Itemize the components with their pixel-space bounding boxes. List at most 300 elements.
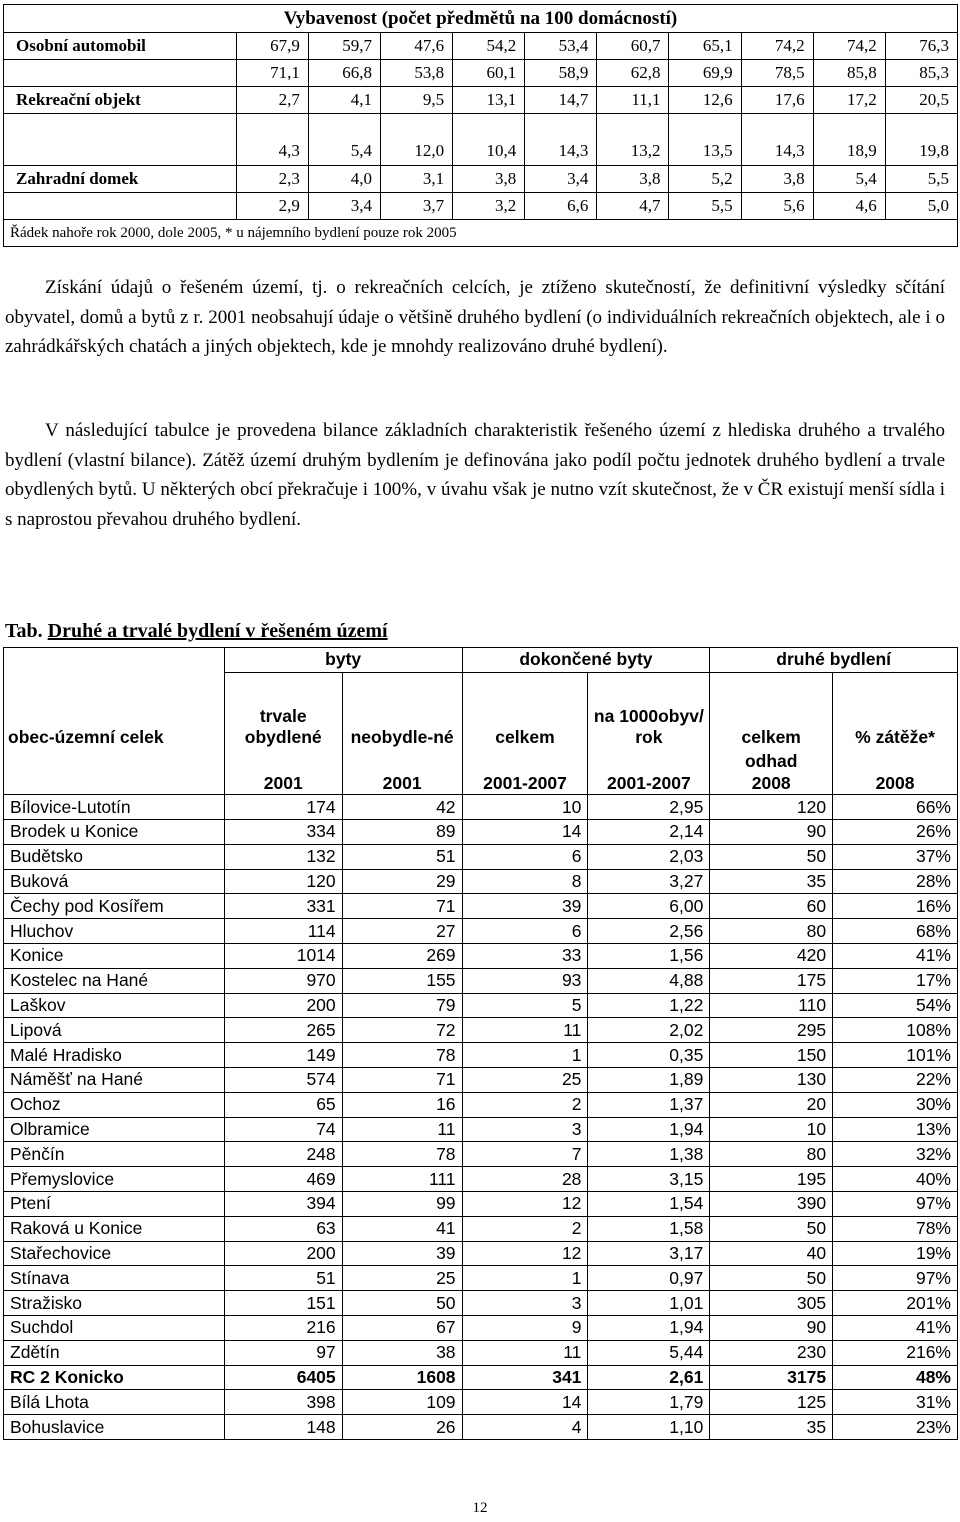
municipality-name: Zdětín xyxy=(4,1340,225,1365)
municipality-name: Stařechovice xyxy=(4,1241,225,1266)
equipment-cell: 12,0 xyxy=(381,114,453,166)
table-cell: 331 xyxy=(224,894,342,919)
table-cell: 110 xyxy=(710,993,833,1018)
table-cell: 4 xyxy=(462,1415,588,1440)
table-cell: 5,44 xyxy=(588,1340,710,1365)
table-cell: 398 xyxy=(224,1390,342,1415)
equipment-row-label xyxy=(4,60,237,87)
table-cell: 16% xyxy=(833,894,958,919)
table-cell: 1014 xyxy=(224,944,342,969)
equipment-cell: 76,3 xyxy=(885,33,957,60)
equipment-cell: 85,3 xyxy=(885,60,957,87)
municipality-name: Suchdol xyxy=(4,1316,225,1341)
equipment-cell: 5,5 xyxy=(669,193,741,220)
municipality-name: Pěnčín xyxy=(4,1142,225,1167)
equipment-cell: 13,5 xyxy=(669,114,741,166)
municipality-name: Brodek u Konice xyxy=(4,820,225,845)
table-cell: 19% xyxy=(833,1241,958,1266)
municipality-name: Bílá Lhota xyxy=(4,1390,225,1415)
table-cell: 150 xyxy=(710,1043,833,1068)
table-row xyxy=(4,1117,958,1142)
municipality-name: RC 2 Konicko xyxy=(4,1365,225,1390)
table-cell: 175 xyxy=(710,968,833,993)
equipment-cell: 2,7 xyxy=(236,87,308,114)
table-cell: 3,15 xyxy=(588,1167,710,1192)
equipment-note: Řádek nahoře rok 2000, dole 2005, * u nájemního bydlení pouze rok 2005 xyxy=(4,220,958,247)
table-cell: 12 xyxy=(462,1192,588,1217)
table-cell: 2,56 xyxy=(588,919,710,944)
table-cell: 574 xyxy=(224,1068,342,1093)
table-cell: 970 xyxy=(224,968,342,993)
table-cell: 54% xyxy=(833,993,958,1018)
table-cell: 30% xyxy=(833,1092,958,1117)
table-cell: 8 xyxy=(462,869,588,894)
table-cell: 149 xyxy=(224,1043,342,1068)
table-cell: 51 xyxy=(224,1266,342,1291)
table-row xyxy=(4,1365,958,1390)
table-cell: 200 xyxy=(224,1241,342,1266)
table-cell: 51 xyxy=(342,844,462,869)
equipment-cell: 78,5 xyxy=(741,60,813,87)
table-cell: 63 xyxy=(224,1216,342,1241)
table-cell: 1,38 xyxy=(588,1142,710,1167)
header-year-na-1000: 2001-2007 xyxy=(588,748,710,795)
municipality-name: Přemyslovice xyxy=(4,1167,225,1192)
table-row xyxy=(4,1216,958,1241)
table-cell: 111 xyxy=(342,1167,462,1192)
table-cell: 1,58 xyxy=(588,1216,710,1241)
equipment-cell: 4,6 xyxy=(813,193,885,220)
table-cell: 1,94 xyxy=(588,1316,710,1341)
table-cell: 93 xyxy=(462,968,588,993)
table-cell: 16 xyxy=(342,1092,462,1117)
municipality-name: Budětsko xyxy=(4,844,225,869)
equipment-cell: 19,8 xyxy=(885,114,957,166)
table-row xyxy=(4,1316,958,1341)
municipality-name: Bohuslavice xyxy=(4,1415,225,1440)
table-cell: 469 xyxy=(224,1167,342,1192)
table-cell: 1,37 xyxy=(588,1092,710,1117)
table-cell: 1,89 xyxy=(588,1068,710,1093)
table-cell: 10 xyxy=(710,1117,833,1142)
table-cell: 20 xyxy=(710,1092,833,1117)
equipment-cell: 3,7 xyxy=(381,193,453,220)
table-cell: 3,27 xyxy=(588,869,710,894)
equipment-cell: 3,8 xyxy=(741,166,813,193)
table-cell: 35 xyxy=(710,869,833,894)
header-year-zateze: 2008 xyxy=(833,748,958,795)
table-cell: 108% xyxy=(833,1018,958,1043)
header-empty-bottom xyxy=(4,748,225,795)
equipment-cell: 12,6 xyxy=(669,87,741,114)
equipment-cell: 11,1 xyxy=(597,87,669,114)
table-cell: 148 xyxy=(224,1415,342,1440)
equipment-cell: 3,2 xyxy=(453,193,525,220)
table-cell: 3 xyxy=(462,1291,588,1316)
table-row xyxy=(4,1340,958,1365)
equipment-cell: 3,4 xyxy=(525,166,597,193)
equipment-row-label xyxy=(4,114,237,166)
header-druhe-bydleni: druhé bydlení xyxy=(710,648,958,673)
table-cell: 60 xyxy=(710,894,833,919)
municipality-name: Laškov xyxy=(4,993,225,1018)
table-cell: 97 xyxy=(224,1340,342,1365)
table-row xyxy=(4,820,958,845)
table-row xyxy=(4,919,958,944)
table-cell: 2 xyxy=(462,1216,588,1241)
table-cell: 9 xyxy=(462,1316,588,1341)
equipment-row-label: Osobní automobil xyxy=(4,33,237,60)
table-cell: 23% xyxy=(833,1415,958,1440)
table-cell: 390 xyxy=(710,1192,833,1217)
housing-table xyxy=(3,647,958,1440)
table-row xyxy=(4,1068,958,1093)
table-cell: 65 xyxy=(224,1092,342,1117)
equipment-row-label xyxy=(4,193,237,220)
table-cell: 1 xyxy=(462,1043,588,1068)
municipality-name: Stražisko xyxy=(4,1291,225,1316)
table-cell: 155 xyxy=(342,968,462,993)
equipment-row xyxy=(4,60,958,87)
header-zateze: % zátěže* xyxy=(833,672,958,748)
table-row xyxy=(4,795,958,820)
paragraph-data-acquisition: Získání údajů o řešeném území, tj. o rekreačních celcích, je ztíženo skutečností, že definitivní výsledky sčítání obyvatel, domů a bytů z r. 2001 neobsahují údaje o většině druhého bydlení (o individuálních rekreačních objektech, ale i o zahrádkářských chatách a jiných objektech, kde je mnohdy realizováno druhé bydlení). xyxy=(5,277,945,357)
table-caption: Tab. Druhé a trvalé bydlení v řešeném území xyxy=(5,620,388,642)
paragraph-balance: V následující tabulce je provedena bilance základních charakteristik řešeného území z hlediska druhého a trvalého bydlení (vlastní bilance). Zátěž území druhým bydlením je definována jako podíl počtu jednotek druhého bydlení a trvale obydlených bytů. U některých obcí překračuje i 100%, v úvahu však je nutno vzít skutečnost, že v ČR existují menší sídla i s naprostou převahou druhého bydlení. xyxy=(5,420,945,530)
equipment-cell: 5,4 xyxy=(813,166,885,193)
table-cell: 31% xyxy=(833,1390,958,1415)
table-cell: 39 xyxy=(342,1241,462,1266)
table-cell: 50 xyxy=(342,1291,462,1316)
equipment-cell: 18,9 xyxy=(813,114,885,166)
equipment-table xyxy=(3,4,958,247)
equipment-cell: 5,2 xyxy=(669,166,741,193)
table-cell: 174 xyxy=(224,795,342,820)
equipment-cell: 9,5 xyxy=(381,87,453,114)
table-cell: 41% xyxy=(833,1316,958,1341)
table-cell: 74 xyxy=(224,1117,342,1142)
equipment-cell: 66,8 xyxy=(308,60,380,87)
table-cell: 0,35 xyxy=(588,1043,710,1068)
municipality-name: Kostelec na Hané xyxy=(4,968,225,993)
table-cell: 37% xyxy=(833,844,958,869)
table-cell: 50 xyxy=(710,844,833,869)
table-cell: 2,95 xyxy=(588,795,710,820)
equipment-cell: 2,9 xyxy=(236,193,308,220)
equipment-cell: 74,2 xyxy=(813,33,885,60)
table-cell: 78% xyxy=(833,1216,958,1241)
municipality-name: Olbramice xyxy=(4,1117,225,1142)
equipment-cell: 65,1 xyxy=(669,33,741,60)
table-cell: 1,01 xyxy=(588,1291,710,1316)
table-cell: 200 xyxy=(224,993,342,1018)
table-row xyxy=(4,1291,958,1316)
table-cell: 80 xyxy=(710,1142,833,1167)
table-row xyxy=(4,1018,958,1043)
table-cell: 66% xyxy=(833,795,958,820)
equipment-cell: 17,2 xyxy=(813,87,885,114)
header-celkem-dokoncene: celkem xyxy=(462,672,588,748)
header-celkem-druhe: celkem xyxy=(710,672,833,748)
table-row xyxy=(4,968,958,993)
table-cell: 33 xyxy=(462,944,588,969)
table-cell: 97% xyxy=(833,1266,958,1291)
equipment-row xyxy=(4,193,958,220)
table-cell: 248 xyxy=(224,1142,342,1167)
table-cell: 68% xyxy=(833,919,958,944)
equipment-cell: 60,7 xyxy=(597,33,669,60)
equipment-cell: 13,2 xyxy=(597,114,669,166)
table-cell: 99 xyxy=(342,1192,462,1217)
table-cell: 14 xyxy=(462,820,588,845)
header-neobydlene: neobydle-né xyxy=(342,672,462,748)
table-cell: 1,79 xyxy=(588,1390,710,1415)
equipment-cell: 58,9 xyxy=(525,60,597,87)
equipment-cell: 74,2 xyxy=(741,33,813,60)
municipality-name: Stínava xyxy=(4,1266,225,1291)
table-cell: 10 xyxy=(462,795,588,820)
equipment-cell: 4,0 xyxy=(308,166,380,193)
table-cell: 40% xyxy=(833,1167,958,1192)
table-cell: 3 xyxy=(462,1117,588,1142)
table-cell: 109 xyxy=(342,1390,462,1415)
header-obec: obec-územní celek xyxy=(4,672,225,748)
table-cell: 6 xyxy=(462,844,588,869)
table-cell: 4,88 xyxy=(588,968,710,993)
table-cell: 29 xyxy=(342,869,462,894)
table-cell: 48% xyxy=(833,1365,958,1390)
header-dokoncene-byty: dokončené byty xyxy=(462,648,710,673)
equipment-cell: 4,7 xyxy=(597,193,669,220)
table-cell: 1,10 xyxy=(588,1415,710,1440)
equipment-cell: 3,4 xyxy=(308,193,380,220)
equipment-cell: 59,7 xyxy=(308,33,380,60)
header-year-trvale: 2001 xyxy=(224,748,342,795)
header-year-neobydlene: 2001 xyxy=(342,748,462,795)
equipment-row xyxy=(4,87,958,114)
table-cell: 17% xyxy=(833,968,958,993)
table-cell: 22% xyxy=(833,1068,958,1093)
equipment-cell: 85,8 xyxy=(813,60,885,87)
table-cell: 50 xyxy=(710,1216,833,1241)
equipment-row-label: Zahradní domek xyxy=(4,166,237,193)
table-row xyxy=(4,1266,958,1291)
equipment-cell: 67,9 xyxy=(236,33,308,60)
table-cell: 2,61 xyxy=(588,1365,710,1390)
table-cell: 2,03 xyxy=(588,844,710,869)
equipment-cell: 17,6 xyxy=(741,87,813,114)
table-row xyxy=(4,1092,958,1117)
header-na-1000: na 1000obyv/ rok xyxy=(588,672,710,748)
table-cell: 125 xyxy=(710,1390,833,1415)
table-cell: 72 xyxy=(342,1018,462,1043)
table-cell: 265 xyxy=(224,1018,342,1043)
table-cell: 6 xyxy=(462,919,588,944)
table-cell: 101% xyxy=(833,1043,958,1068)
municipality-name: Buková xyxy=(4,869,225,894)
table-cell: 41 xyxy=(342,1216,462,1241)
equipment-cell: 2,3 xyxy=(236,166,308,193)
table-cell: 1,54 xyxy=(588,1192,710,1217)
table-cell: 67 xyxy=(342,1316,462,1341)
equipment-cell: 3,1 xyxy=(381,166,453,193)
table-cell: 11 xyxy=(462,1340,588,1365)
municipality-name: Bílovice-Lutotín xyxy=(4,795,225,820)
equipment-cell: 5,4 xyxy=(308,114,380,166)
equipment-cell: 6,6 xyxy=(525,193,597,220)
page-number: 12 xyxy=(472,1500,488,1516)
table-cell: 3,17 xyxy=(588,1241,710,1266)
table-row xyxy=(4,1192,958,1217)
table-cell: 11 xyxy=(342,1117,462,1142)
table-cell: 120 xyxy=(224,869,342,894)
table-cell: 11 xyxy=(462,1018,588,1043)
equipment-cell: 53,4 xyxy=(525,33,597,60)
table-cell: 32% xyxy=(833,1142,958,1167)
equipment-cell: 47,6 xyxy=(381,33,453,60)
header-trvale: trvale obydlené xyxy=(224,672,342,748)
municipality-name: Lipová xyxy=(4,1018,225,1043)
table-cell: 5 xyxy=(462,993,588,1018)
table-cell: 1608 xyxy=(342,1365,462,1390)
table-cell: 90 xyxy=(710,820,833,845)
equipment-cell: 10,4 xyxy=(453,114,525,166)
equipment-cell: 3,8 xyxy=(597,166,669,193)
table-cell: 41% xyxy=(833,944,958,969)
equipment-cell: 4,3 xyxy=(236,114,308,166)
table-cell: 132 xyxy=(224,844,342,869)
municipality-name: Ochoz xyxy=(4,1092,225,1117)
table-cell: 71 xyxy=(342,894,462,919)
table-cell: 2,14 xyxy=(588,820,710,845)
table-cell: 341 xyxy=(462,1365,588,1390)
equipment-row-label: Rekreační objekt xyxy=(4,87,237,114)
municipality-name: Hluchov xyxy=(4,919,225,944)
table-cell: 1 xyxy=(462,1266,588,1291)
equipment-row xyxy=(4,33,958,60)
table-cell: 201% xyxy=(833,1291,958,1316)
table-cell: 1,56 xyxy=(588,944,710,969)
equipment-cell: 13,1 xyxy=(453,87,525,114)
table-cell: 89 xyxy=(342,820,462,845)
table-cell: 38 xyxy=(342,1340,462,1365)
table-cell: 230 xyxy=(710,1340,833,1365)
equipment-cell: 5,5 xyxy=(885,166,957,193)
table-cell: 1,22 xyxy=(588,993,710,1018)
municipality-name: Náměšť na Hané xyxy=(4,1068,225,1093)
table-cell: 26% xyxy=(833,820,958,845)
table-cell: 120 xyxy=(710,795,833,820)
table-row xyxy=(4,1241,958,1266)
table-row xyxy=(4,844,958,869)
equipment-cell: 5,6 xyxy=(741,193,813,220)
equipment-row xyxy=(4,166,958,193)
equipment-cell: 20,5 xyxy=(885,87,957,114)
table-cell: 42 xyxy=(342,795,462,820)
table-cell: 90 xyxy=(710,1316,833,1341)
table-cell: 25 xyxy=(342,1266,462,1291)
table-cell: 25 xyxy=(462,1068,588,1093)
table-cell: 13% xyxy=(833,1117,958,1142)
table-cell: 151 xyxy=(224,1291,342,1316)
table-cell: 130 xyxy=(710,1068,833,1093)
equipment-cell: 4,1 xyxy=(308,87,380,114)
municipality-name: Konice xyxy=(4,944,225,969)
table-cell: 6405 xyxy=(224,1365,342,1390)
header-empty xyxy=(4,648,225,673)
table-row xyxy=(4,993,958,1018)
table-row xyxy=(4,869,958,894)
equipment-cell: 5,0 xyxy=(885,193,957,220)
table-cell: 216% xyxy=(833,1340,958,1365)
table-cell: 12 xyxy=(462,1241,588,1266)
table-row xyxy=(4,1043,958,1068)
table-row xyxy=(4,1167,958,1192)
municipality-name: Čechy pod Kosířem xyxy=(4,894,225,919)
table-cell: 28 xyxy=(462,1167,588,1192)
municipality-name: Ptení xyxy=(4,1192,225,1217)
table-cell: 50 xyxy=(710,1266,833,1291)
table-cell: 7 xyxy=(462,1142,588,1167)
table-cell: 14 xyxy=(462,1390,588,1415)
table-cell: 3175 xyxy=(710,1365,833,1390)
table-cell: 2 xyxy=(462,1092,588,1117)
table-row xyxy=(4,1415,958,1440)
table-cell: 295 xyxy=(710,1018,833,1043)
table-cell: 97% xyxy=(833,1192,958,1217)
equipment-cell: 71,1 xyxy=(236,60,308,87)
equipment-cell: 54,2 xyxy=(453,33,525,60)
table-cell: 39 xyxy=(462,894,588,919)
equipment-cell: 14,3 xyxy=(741,114,813,166)
equipment-cell: 62,8 xyxy=(597,60,669,87)
table-cell: 80 xyxy=(710,919,833,944)
table-cell: 78 xyxy=(342,1043,462,1068)
equipment-cell: 60,1 xyxy=(453,60,525,87)
equipment-cell: 53,8 xyxy=(381,60,453,87)
equipment-cell: 69,9 xyxy=(669,60,741,87)
table-cell: 420 xyxy=(710,944,833,969)
table-cell: 2,02 xyxy=(588,1018,710,1043)
table-cell: 305 xyxy=(710,1291,833,1316)
table-cell: 394 xyxy=(224,1192,342,1217)
table-cell: 27 xyxy=(342,919,462,944)
table-cell: 195 xyxy=(710,1167,833,1192)
table-cell: 216 xyxy=(224,1316,342,1341)
table-row xyxy=(4,1142,958,1167)
header-odhad-2008: odhad 2008 xyxy=(710,748,833,795)
equipment-cell: 3,8 xyxy=(453,166,525,193)
table-cell: 1,94 xyxy=(588,1117,710,1142)
table-cell: 28% xyxy=(833,869,958,894)
table-row xyxy=(4,1390,958,1415)
table-row xyxy=(4,894,958,919)
equipment-cell: 14,3 xyxy=(525,114,597,166)
table-cell: 6,00 xyxy=(588,894,710,919)
table-cell: 114 xyxy=(224,919,342,944)
header-byty: byty xyxy=(224,648,462,673)
table-cell: 26 xyxy=(342,1415,462,1440)
table-cell: 78 xyxy=(342,1142,462,1167)
table-cell: 71 xyxy=(342,1068,462,1093)
table-cell: 269 xyxy=(342,944,462,969)
table-row xyxy=(4,944,958,969)
equipment-cell: 14,7 xyxy=(525,87,597,114)
table-cell: 79 xyxy=(342,993,462,1018)
table-cell: 35 xyxy=(710,1415,833,1440)
equipment-table-title: Vybavenost (počet předmětů na 100 domácností) xyxy=(4,5,958,33)
header-year-celkem: 2001-2007 xyxy=(462,748,588,795)
